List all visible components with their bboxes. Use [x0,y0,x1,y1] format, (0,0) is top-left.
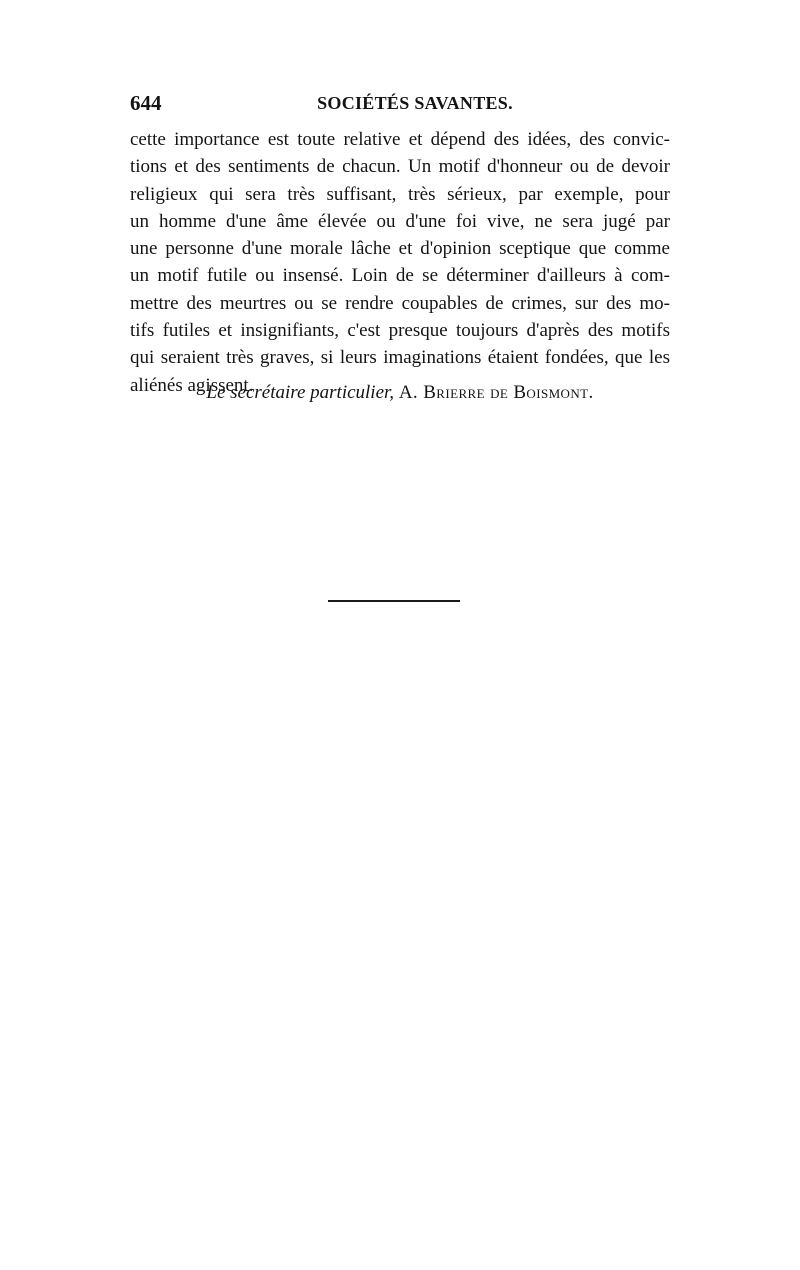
body-paragraph [130,126,670,399]
text-line: tions et des sentiments de chacun. Un motif d'honneur ou de devoir [130,156,670,178]
signature [130,380,670,406]
text-line: un homme d'une âme élevée ou d'une foi vive, ne sera jugé par [130,210,670,232]
text-line: mettre des meurtres ou se rendre coupables de crimes, sur des mo- [130,292,670,314]
text-line: cette importance est toute relative et dépend des idées, des convic- [130,129,670,150]
text-line: religieux qui sera très suffisant, très sérieux, par exemple, pour [130,183,670,205]
running-head [130,90,670,116]
text-line: aliénés agissent. [130,374,254,396]
text-line: un motif futile ou insensé. Loin de se déterminer d'ailleurs à com- [130,265,670,287]
text-line: qui seraient très graves, si leurs imaginations étaient fondées, que les [130,347,670,369]
running-title: SOCIÉTÉS SAVANTES. [317,93,513,113]
end-rule-divider [328,600,460,602]
page-number: 644 [130,91,162,115]
signature-role: Le secrétaire particulier, [206,382,395,403]
text-line: une personne d'une morale lâche et d'opinion sceptique que comme [130,238,670,260]
signature-name: A. Brierre de Boismont. [398,382,594,403]
text-line: tifs futiles et insignifiants, c'est presque toujours d'après des motifs [130,320,670,342]
